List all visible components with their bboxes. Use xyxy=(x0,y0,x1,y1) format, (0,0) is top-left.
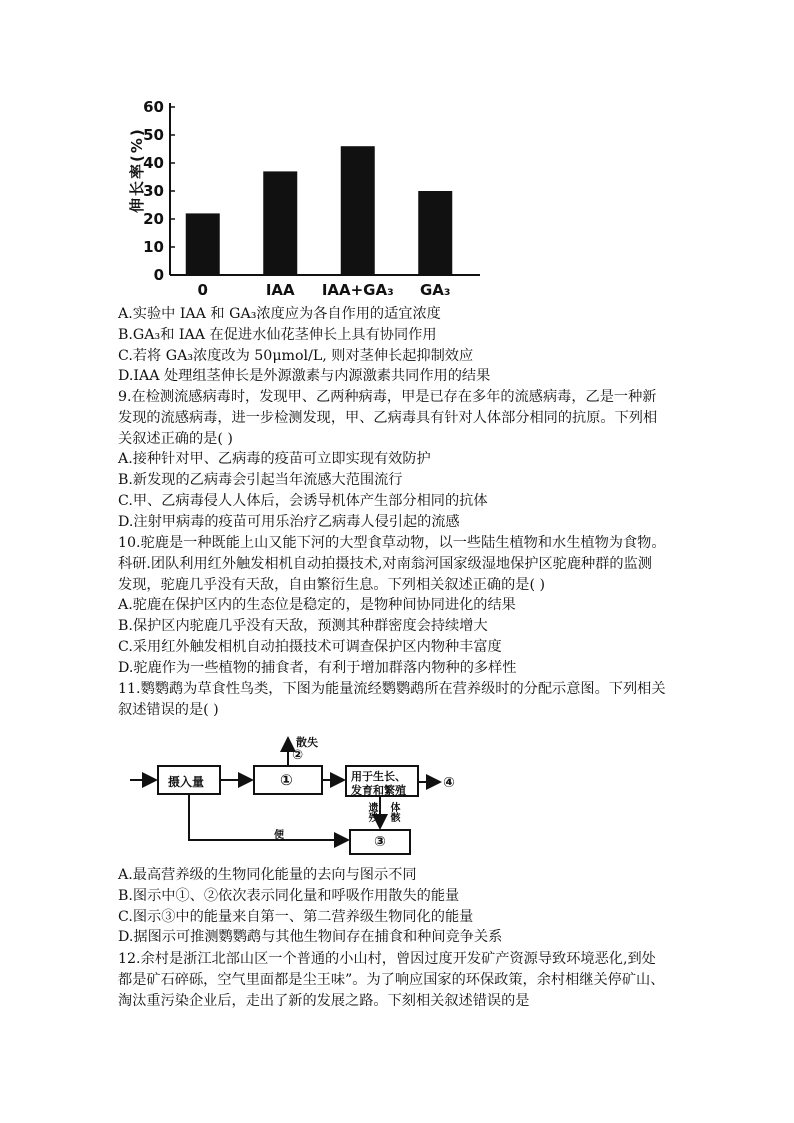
x-tick-label: 0 xyxy=(197,281,208,299)
q8-option-a: A.实验中 IAA 和 GA₃浓度应为各自作用的适宜浓度 xyxy=(118,306,441,322)
q9-option-d: D.注射甲病毒的疫苗可用乐治疗乙病毒人侵引起的流感 xyxy=(118,513,460,530)
q11-options xyxy=(118,865,693,948)
bar xyxy=(186,213,220,275)
debris-label: 体骸 xyxy=(388,802,399,822)
q8-option-d: D.IAA 处理组茎伸长是外源激素与内源激素共同作用的结果 xyxy=(118,368,491,385)
q11-option-d: D.据图示可推测鹦鹦鹉与其他生物间存在捕食和种间竞争关系 xyxy=(118,929,503,946)
q10-stem-line: 科研.团队利用红外触发相机自动拍摄技术,对南翁河国家级湿地保护区驼鹿种群的监测 xyxy=(118,555,652,572)
q10-option-a: A.驼鹿在保护区内的生态位是稳定的，是物种间协同进化的结果 xyxy=(118,597,516,614)
q10-option-b: B.保护区内驼鹿几乎没有天敌，预测其种群密度会持续增大 xyxy=(118,618,488,635)
question-11 xyxy=(118,679,693,721)
loss-label: 散失 xyxy=(296,736,318,749)
feces-label: 便 xyxy=(274,830,284,841)
q10-option-d: D.驼鹿作为一些植物的捕食者，有利于增加群落内物种的多样性 xyxy=(118,659,517,676)
y-tick-label: 60 xyxy=(143,98,164,116)
growth-label-line1: 用于生长、 xyxy=(351,770,406,783)
label-2: ② xyxy=(292,748,304,763)
label-1: ① xyxy=(280,771,293,789)
q12-stem-line: 淘汰重污染企业后，走出了新的发展之路。下刻相关叙述错误的是 xyxy=(118,992,530,1009)
q11-stem-line: 11.鹦鹦鹉为草食性鸟类，下图为能量流经鹦鹦鹉所在营养级时的分配示意图。下列相关 xyxy=(118,681,666,697)
q10-stem-line: 发现，驼鹿几乎没有天敌，自由繁衍生息。下列相关叙述正确的是( ) xyxy=(118,576,546,593)
q11-option-c: C.图示③中的能量来自第一、第二营养级生物同化的能量 xyxy=(118,908,474,925)
q9-stem-line: 发现的流感病毒，进一步检测发现，甲、乙病毒具有针对人体部分相同的抗原。下列相 xyxy=(118,409,658,426)
x-tick-label: IAA+GA₃ xyxy=(321,281,394,299)
chart-y-axis-label: 伸长率(%) xyxy=(128,127,146,213)
q8-option-c: C.若将 GA₃浓度改为 50μmol/L, 则对茎伸长起抑制效应 xyxy=(118,347,474,364)
q9-option-a: A.接种针对甲、乙病毒的疫苗可立即实现有效防护 xyxy=(118,451,431,468)
q11-stem-line: 叙述错误的是( ) xyxy=(118,701,219,718)
q11-option-b: B.图示中①、②依次表示同化量和呼吸作用散失的能量 xyxy=(118,887,460,904)
question-10 xyxy=(118,533,693,679)
q9-stem-line: 9.在检测流感病毒时，发现甲、乙两种病毒，甲是已存在多年的流感病毒，乙是一种新 xyxy=(118,389,657,405)
y-tick-label: 40 xyxy=(143,154,164,172)
question-12 xyxy=(118,949,693,1011)
q10-stem-line: 10.驼鹿是一种既能上山又能下河的大型食草动物，以一些陆生植物和水生植物为食物。 xyxy=(118,535,666,551)
question-9 xyxy=(118,387,693,533)
bar xyxy=(263,171,297,275)
y-tick-label: 10 xyxy=(143,238,164,256)
x-tick-label: GA₃ xyxy=(420,281,451,299)
energy-flow-diagram xyxy=(118,732,488,862)
q9-option-b: B.新发现的乙病毒会引起当年流感大范围流行 xyxy=(118,472,403,489)
growth-label-line2: 发育和繁殖 xyxy=(351,784,406,797)
remains-label: 遗残 xyxy=(366,802,377,822)
y-tick-label: 50 xyxy=(143,126,164,144)
q9-option-c: C.甲、乙病毒侵人人体后，会诱导机体产生部分相同的抗体 xyxy=(118,492,488,509)
bar xyxy=(341,146,375,275)
y-tick-label: 30 xyxy=(143,182,164,200)
q8-option-b: B.GA₃和 IAA 在促进水仙花茎伸长上具有协同作用 xyxy=(118,326,437,343)
intake-label: 摄入量 xyxy=(168,775,205,789)
q8-options xyxy=(118,304,693,387)
q12-stem-line: 都是矿石碎砾，空气里面都是尘王味”。为了响应国家的环保政策，余村相继关停矿山、 xyxy=(118,971,665,988)
bar xyxy=(418,191,452,275)
q9-stem-line: 关叙述正确的是( ) xyxy=(118,430,233,447)
q11-option-a: A.最高营养级的生物同化能量的去向与图示不同 xyxy=(118,867,417,883)
q10-option-c: C.采用红外触发相机自动拍摄技术可调查保护区内物种丰富度 xyxy=(118,638,502,655)
bar-chart-canvas xyxy=(118,95,488,305)
label-4: ④ xyxy=(443,775,455,791)
q12-stem-line: 12.余村是浙江北部山区一个普通的小山村，曾因过度开发矿产资源导致环境恶化,到处 xyxy=(118,951,656,967)
x-tick-label: IAA xyxy=(265,281,295,299)
y-tick-label: 20 xyxy=(143,210,164,228)
bar-chart xyxy=(118,95,488,305)
label-3: ③ xyxy=(374,834,386,850)
y-tick-label: 0 xyxy=(153,266,164,284)
